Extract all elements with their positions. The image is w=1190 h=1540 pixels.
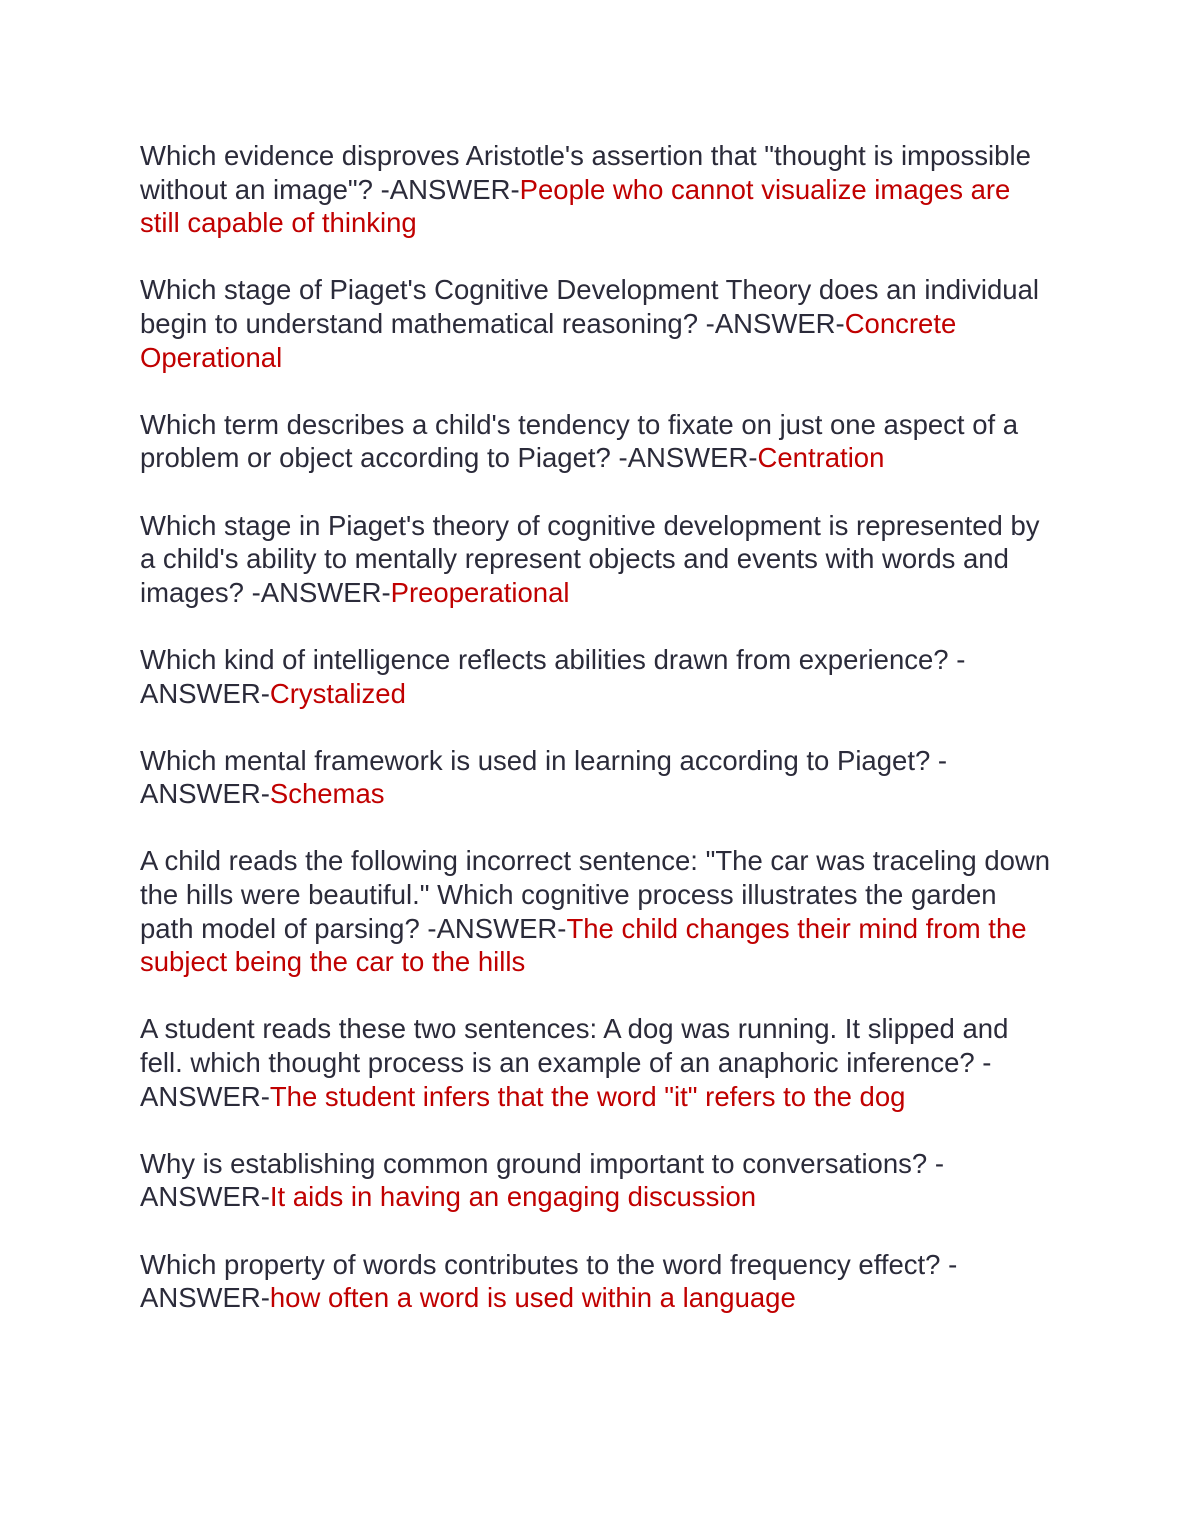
answer-separator: -ANSWER-	[140, 1147, 944, 1213]
qa-item	[140, 509, 1055, 610]
question-text: Which stage of Piaget's Cognitive Development Theory does an individual begin to understand mathematical reasoning?	[140, 274, 1047, 339]
answer-separator: -ANSWER-	[140, 744, 948, 810]
answer-separator: -ANSWER-	[140, 643, 966, 709]
document-page	[140, 139, 1058, 1348]
question-text: A child reads the following incorrect sentence: "The car was traceling down the hills were beautiful." Which cognitive process illustrates the garden path model of parsing?	[140, 845, 1058, 944]
answer-separator: -ANSWER-	[140, 1047, 992, 1112]
qa-item	[140, 1012, 1055, 1113]
answer-text: Centration	[757, 442, 885, 474]
question-text: Which property of words contributes to the word frequency effect?	[140, 1248, 941, 1280]
answer-text: Schemas	[269, 778, 385, 810]
answer-separator: -ANSWER-	[419, 912, 567, 944]
question-text: Which mental framework is used in learning according to Piaget?	[140, 744, 931, 776]
answer-text: The child changes their mind from the subject being the car to the hills	[140, 912, 1035, 978]
qa-item	[140, 273, 1055, 374]
question-text: Which kind of intelligence reflects abilities drawn from experience?	[140, 643, 949, 675]
qa-item	[140, 1248, 1055, 1315]
qa-item	[140, 139, 1055, 240]
answer-text: Preoperational	[390, 576, 570, 608]
qa-item	[140, 1147, 1055, 1214]
answer-separator: -ANSWER-	[140, 1248, 958, 1314]
answer-separator: -ANSWER-	[372, 173, 520, 205]
qa-item	[140, 643, 1055, 710]
answer-separator: -ANSWER-	[698, 307, 845, 339]
answer-text: People who cannot visualize images are still capable of thinking	[140, 173, 1018, 239]
answer-text: It aids in having an engaging discussion	[269, 1181, 757, 1213]
qa-item	[140, 744, 1055, 811]
question-text: Which stage in Piaget's theory of cognitive development is represented by a child's ability to mentally represent objects and events with words and images?	[140, 509, 1048, 608]
answer-text: The student infers that the word "it" refers to the dog	[269, 1080, 906, 1112]
answer-text: how often a word is used within a language	[269, 1282, 796, 1314]
qa-item	[140, 408, 1055, 475]
question-text: Why is establishing common ground important to conversations?	[140, 1147, 928, 1179]
answer-separator: -ANSWER-	[610, 442, 758, 474]
question-text: A student reads these two sentences: A dog was running. It slipped and fell. which thought process is an example of an anaphoric inference?	[140, 1013, 1016, 1079]
question-text: Which term describes a child's tendency to fixate on just one aspect of a problem or object according to Piaget?	[140, 408, 1026, 474]
answer-text: Crystalized	[269, 677, 406, 709]
answer-text: Concrete Operational	[140, 307, 964, 373]
answer-separator: -ANSWER-	[243, 576, 391, 608]
question-text: Which evidence disproves Aristotle's assertion that "thought is impossible without an image"?	[140, 140, 1039, 205]
qa-item	[140, 844, 1058, 978]
